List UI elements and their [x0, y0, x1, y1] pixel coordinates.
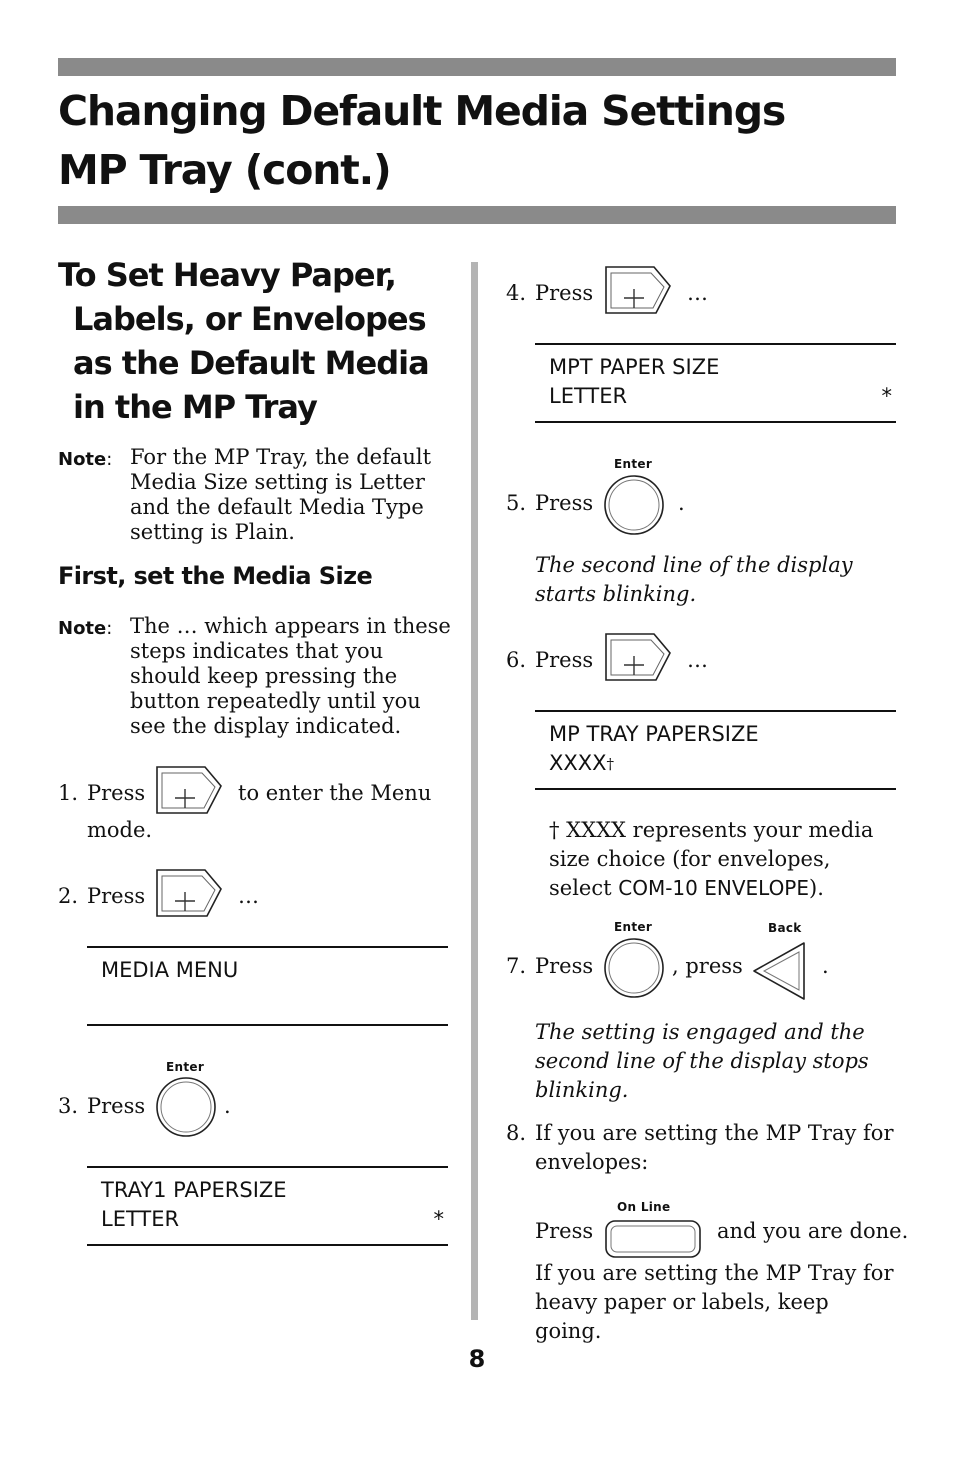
- enter-button-icon[interactable]: [602, 474, 666, 536]
- step-result: The setting is engaged and the second line of the display stops blinking.: [535, 1020, 869, 1102]
- ellipsis: …: [687, 648, 708, 672]
- step-number: 1.: [58, 781, 79, 805]
- note-label-text: Note: [58, 449, 107, 470]
- step-text: Press: [535, 954, 594, 978]
- dagger: †: [606, 755, 615, 773]
- period: .: [678, 491, 685, 515]
- step-text: Press: [87, 1094, 146, 1118]
- step-number: 6.: [506, 648, 527, 672]
- display-panel: [535, 710, 896, 790]
- display-line-1: MP TRAY PAPERSIZE: [549, 722, 759, 746]
- step-text: to enter the Menu: [238, 781, 432, 805]
- ellipsis: …: [238, 884, 259, 908]
- display-star: *: [433, 1207, 444, 1231]
- note-body: For the MP Tray, the default Media Size setting is Letter and the default Media Type setting is Plain.: [130, 445, 432, 544]
- bottom-rule: [58, 206, 896, 224]
- menu-plus-button-icon[interactable]: [153, 867, 223, 919]
- step-number: 5.: [506, 491, 527, 515]
- display-panel: [87, 946, 448, 1026]
- step-text: , press: [672, 954, 743, 978]
- dagger-note-end: ).: [809, 876, 824, 900]
- display-line-2-text: XXXX: [549, 751, 607, 775]
- heading-line: as the Default Media: [73, 344, 429, 382]
- top-rule: [58, 58, 896, 76]
- column-divider: [471, 262, 478, 1320]
- step-result: The second line of the display starts blinking.: [535, 553, 853, 606]
- step-text: mode.: [87, 818, 153, 842]
- heading-line: in the MP Tray: [73, 388, 317, 426]
- note-ellipsis: [58, 614, 453, 739]
- menu-plus-button-icon[interactable]: [602, 264, 672, 316]
- display-panel: [87, 1166, 448, 1246]
- enter-button-icon[interactable]: [154, 1076, 218, 1138]
- display-line-2: LETTER: [101, 1207, 180, 1231]
- period: .: [224, 1094, 231, 1118]
- back-button-icon[interactable]: [750, 939, 810, 1003]
- step-text: If you are setting the MP Tray for envelopes:: [535, 1121, 894, 1174]
- online-button-icon[interactable]: [604, 1219, 702, 1259]
- display-panel: [535, 343, 896, 423]
- heading-line: Labels, or Envelopes: [73, 300, 426, 338]
- display-line-1: TRAY1 PAPERSIZE: [101, 1178, 287, 1202]
- step-text: Press: [535, 491, 594, 515]
- display-line-2: LETTER: [549, 384, 628, 408]
- step-text: Press: [535, 648, 594, 672]
- online-label: On Line: [617, 1200, 671, 1214]
- enter-label: Enter: [614, 457, 653, 471]
- display-star: *: [881, 384, 892, 408]
- step-number: 2.: [58, 884, 79, 908]
- step-number: 7.: [506, 954, 527, 978]
- step-text: Press: [535, 1219, 594, 1243]
- enter-label: Enter: [166, 1060, 205, 1074]
- menu-plus-button-icon[interactable]: [153, 764, 223, 816]
- display-line-1: MEDIA MENU: [101, 958, 239, 982]
- step-number: 8.: [506, 1121, 527, 1145]
- title-line-2: MP Tray (cont.): [58, 146, 391, 194]
- title-line-1: Changing Default Media Settings: [58, 87, 786, 135]
- note-label-text: Note: [58, 618, 107, 639]
- section-heading: [58, 253, 429, 429]
- menu-plus-button-icon[interactable]: [602, 631, 672, 683]
- note-label: Note:: [58, 449, 113, 470]
- note-default-media: [58, 445, 453, 545]
- display-line-2: [549, 749, 614, 779]
- back-label: Back: [768, 921, 802, 935]
- ellipsis: …: [687, 281, 708, 305]
- dagger-note-code: COM-10 ENVELOPE: [618, 876, 810, 900]
- enter-label: Enter: [614, 920, 653, 934]
- period: .: [822, 954, 829, 978]
- note-label: Note:: [58, 618, 113, 639]
- page-title: [58, 82, 785, 200]
- step-text: If you are setting the MP Tray for heavy paper or labels, keep going.: [535, 1261, 894, 1343]
- enter-button-icon[interactable]: [602, 937, 666, 999]
- display-line-1: MPT PAPER SIZE: [549, 355, 720, 379]
- step-text: and you are done.: [717, 1219, 909, 1243]
- step-text: Press: [87, 884, 146, 908]
- dagger-note-text: † XXXX represents your media size choice (for envelopes, select: [549, 818, 874, 900]
- step-number: 4.: [506, 281, 527, 305]
- dagger-note: [549, 816, 899, 903]
- step-text: Press: [535, 281, 594, 305]
- step-number: 3.: [58, 1094, 79, 1118]
- heading-line: To Set Heavy Paper,: [58, 256, 396, 294]
- page-number: 8: [468, 1345, 486, 1373]
- subheading: First, set the Media Size: [58, 562, 373, 590]
- note-body: The … which appears in these steps indicates that you should keep pressing the button repeatedly until you see the display indicated.: [130, 614, 451, 738]
- step-text: Press: [87, 781, 146, 805]
